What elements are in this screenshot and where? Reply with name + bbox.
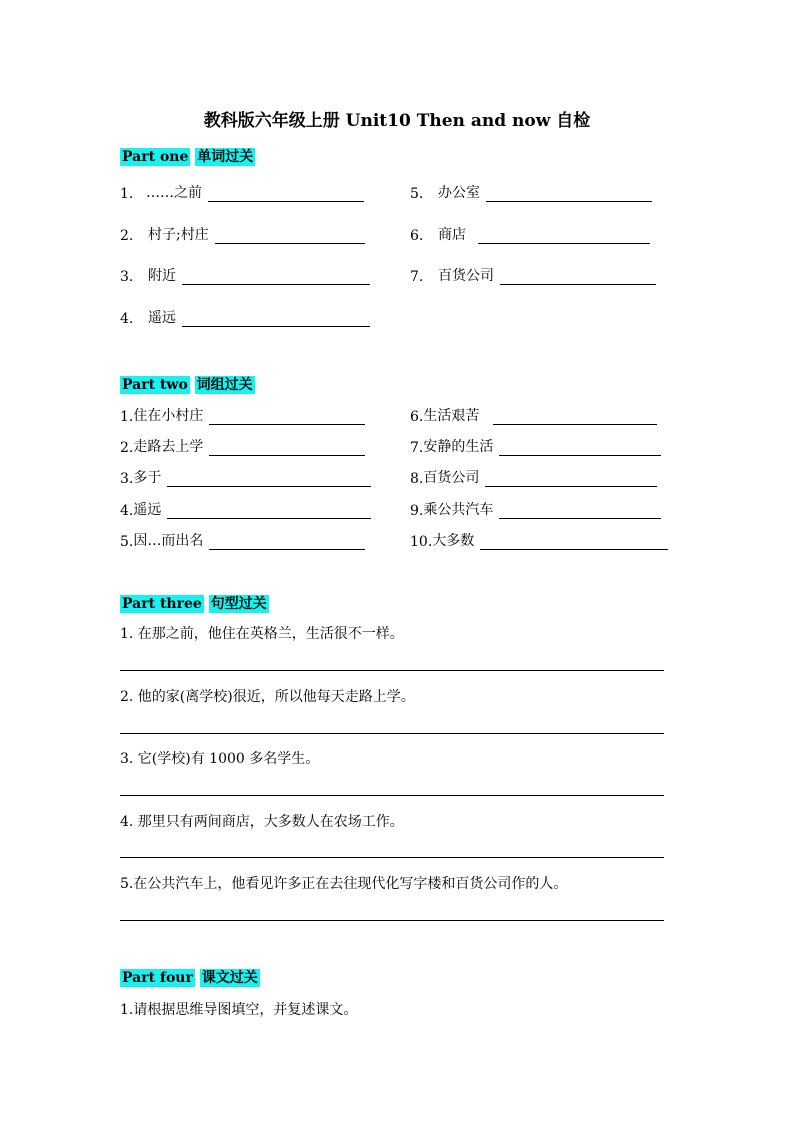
answer-line-2[interactable] <box>120 733 664 734</box>
phrase-item-7: 7. 安静的生活 <box>410 436 661 456</box>
answer-line-1[interactable] <box>120 670 664 671</box>
word-item-1: 1. ……之前 <box>120 182 364 202</box>
word-item-3: 3. 附近 <box>120 265 370 285</box>
answer-line-5[interactable] <box>120 920 664 921</box>
answer-blank[interactable] <box>499 441 661 456</box>
part-two-title: 词组过关 <box>196 377 253 393</box>
phrase-item-6: 6. 生活艰苦 <box>410 405 657 425</box>
part-one-label: Part one <box>122 149 189 165</box>
part-four-heading <box>120 967 260 987</box>
part-three-title: 句型过关 <box>210 596 267 612</box>
phrase-item-2: 2. 走路去上学 <box>120 436 365 456</box>
answer-blank[interactable] <box>493 410 657 425</box>
answer-blank[interactable] <box>208 187 364 202</box>
part-one-heading <box>120 146 255 166</box>
part-four-label: Part four <box>122 970 193 986</box>
part-four-instruction: 1.请根据思维导图填空，并复述课文。 <box>120 1002 358 1018</box>
word-item-5: 5. 办公室 <box>410 182 652 202</box>
answer-blank[interactable] <box>167 504 371 519</box>
word-item-2: 2. 村子;村庄 <box>120 224 365 244</box>
answer-line-4[interactable] <box>120 857 664 858</box>
word-item-6: 6. 商店 <box>410 224 650 244</box>
answer-blank[interactable] <box>167 472 371 487</box>
answer-blank[interactable] <box>486 187 652 202</box>
part-three-label: Part three <box>122 596 202 612</box>
phrase-item-5: 5. 因…而出名 <box>120 530 365 550</box>
answer-line-3[interactable] <box>120 795 664 796</box>
answer-blank[interactable] <box>499 504 661 519</box>
answer-blank[interactable] <box>215 229 365 244</box>
phrase-item-3: 3. 多于 <box>120 467 371 487</box>
phrase-item-4: 4. 遥远 <box>120 499 371 519</box>
part-two-heading <box>120 374 255 394</box>
answer-blank[interactable] <box>182 270 370 285</box>
answer-blank[interactable] <box>478 229 650 244</box>
part-two-label: Part two <box>122 377 188 393</box>
phrase-item-9: 9. 乘公共汽车 <box>410 499 661 519</box>
answer-blank[interactable] <box>209 410 365 425</box>
answer-blank[interactable] <box>480 535 668 550</box>
phrase-item-1: 1. 住在小村庄 <box>120 405 365 425</box>
phrase-item-8: 8. 百货公司 <box>410 467 657 487</box>
sentence-1: 1. 在那之前，他住在英格兰，生活很不一样。 <box>120 626 404 642</box>
page-title: 教科版六年级上册 Unit10 Then and now 自检 <box>203 111 591 131</box>
word-item-4: 4. 遥远 <box>120 307 370 327</box>
sentence-5: 5.在公共汽车上，他看见许多正在去往现代化写字楼和百货公司作的人。 <box>120 876 568 892</box>
answer-blank[interactable] <box>500 270 656 285</box>
sentence-2: 2. 他的家(离学校)很近，所以他每天走路上学。 <box>120 689 415 705</box>
answer-blank[interactable] <box>485 472 657 487</box>
sentence-3: 3. 它(学校)有 1000 多名学生。 <box>120 751 320 767</box>
part-three-heading <box>120 593 269 613</box>
answer-blank[interactable] <box>182 312 370 327</box>
phrase-item-10: 10. 大多数 <box>410 530 668 550</box>
word-item-7: 7. 百货公司 <box>410 265 656 285</box>
part-four-title: 课文过关 <box>201 970 258 986</box>
answer-blank[interactable] <box>209 441 365 456</box>
part-one-title: 单词过关 <box>197 149 254 165</box>
answer-blank[interactable] <box>209 535 365 550</box>
sentence-4: 4. 那里只有两间商店，大多数人在农场工作。 <box>120 814 404 830</box>
